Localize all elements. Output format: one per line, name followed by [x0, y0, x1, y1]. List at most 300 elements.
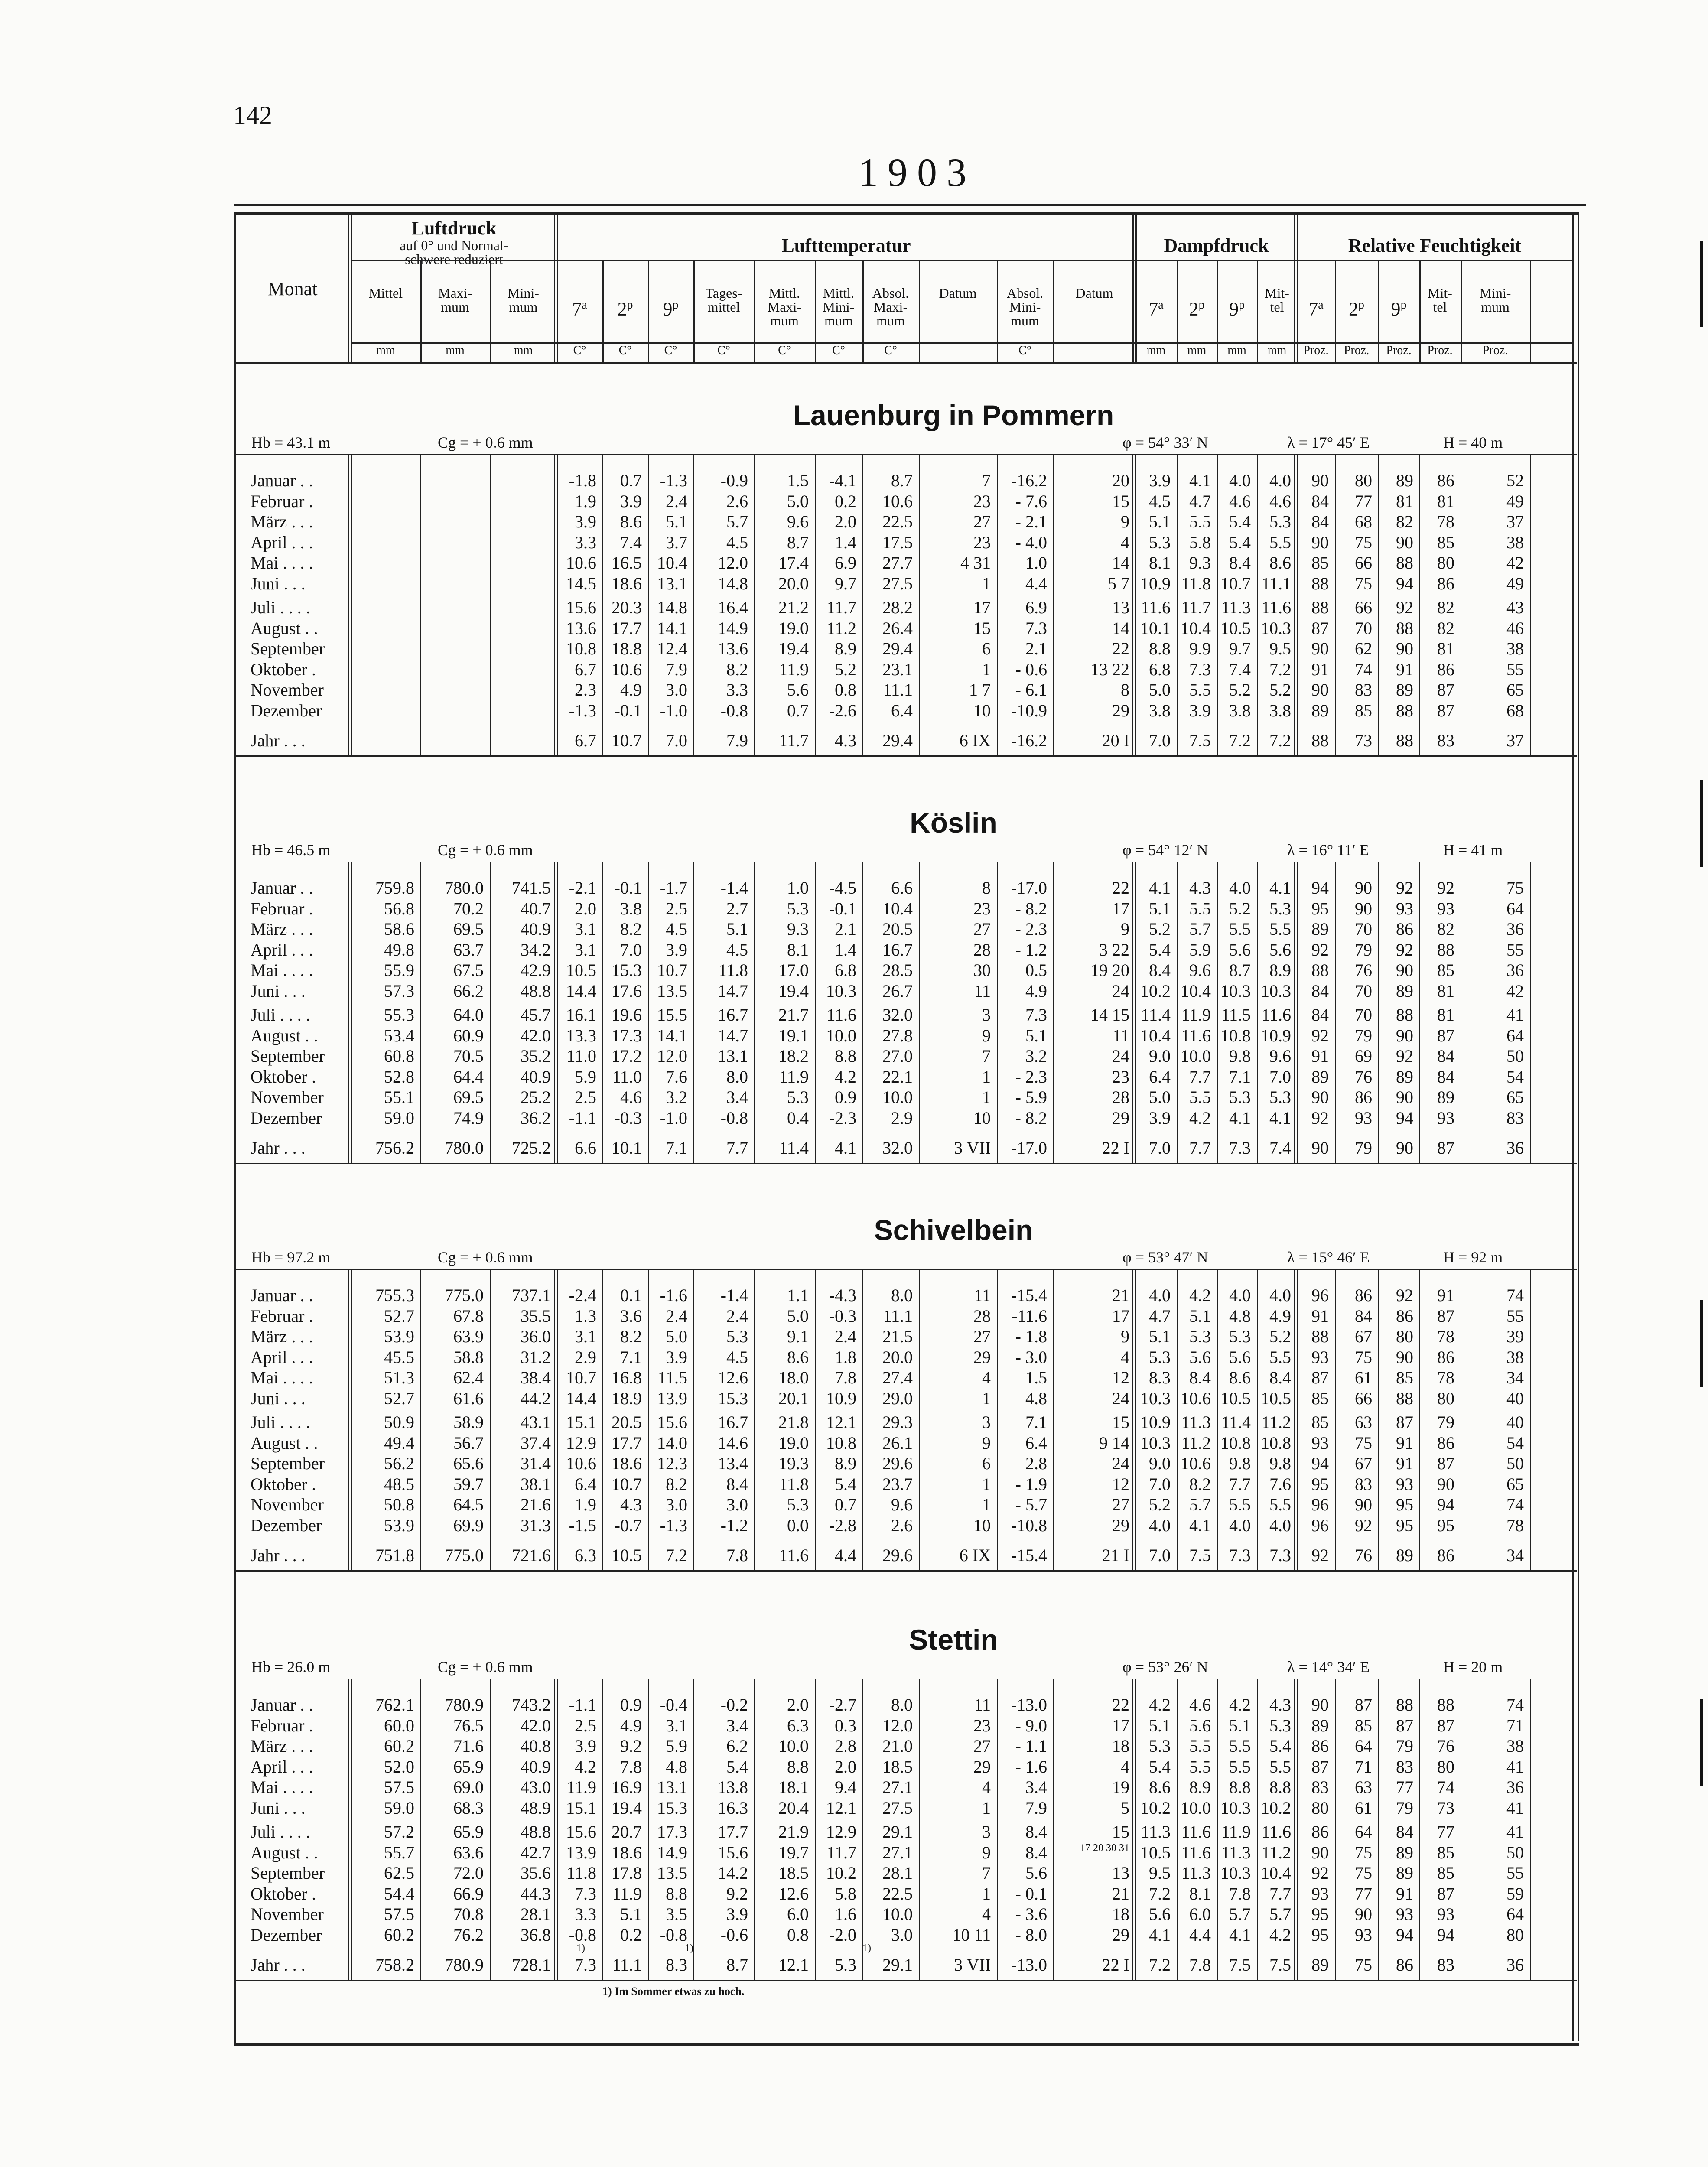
- table-cell: 73: [1355, 731, 1372, 750]
- table-cell: 94: [1437, 1495, 1454, 1514]
- table-cell: 13: [1112, 1863, 1129, 1883]
- table-cell: -0.7: [614, 1515, 642, 1535]
- table-cell: 18.8: [612, 639, 642, 658]
- table-cell: 53.9: [384, 1327, 414, 1346]
- table-cell: 16.3: [718, 1798, 748, 1818]
- body-column-rule: [815, 862, 816, 1163]
- table-cell: 5.3: [726, 1327, 748, 1346]
- table-cell: 2.5: [666, 898, 687, 918]
- table-cell: 3.8: [1149, 700, 1171, 720]
- table-cell: 88: [1396, 731, 1413, 750]
- table-cell: 2.5: [575, 1087, 596, 1107]
- body-column-rule: [1135, 1679, 1136, 1980]
- body-column-rule: [1053, 454, 1054, 755]
- body-column-rule: [1335, 1269, 1336, 1570]
- table-cell: -13.0: [1011, 1955, 1047, 1975]
- table-cell: 70.5: [453, 1046, 484, 1066]
- table-cell: 4.2: [1189, 1108, 1211, 1128]
- table-cell: - 1.8: [1015, 1327, 1047, 1346]
- header-column-rule: [420, 260, 422, 362]
- table-cell: 94: [1311, 878, 1329, 898]
- margin-mark: [1700, 241, 1703, 327]
- table-cell: 5.5: [1269, 1757, 1291, 1777]
- table-cell: 76: [1355, 960, 1372, 980]
- table-cell: 86: [1437, 1347, 1454, 1367]
- table-cell: 7.1: [1025, 1412, 1047, 1432]
- table-cell: 10.4: [657, 553, 687, 573]
- table-cell: 5.1: [1149, 1327, 1171, 1346]
- table-cell: 81: [1437, 639, 1454, 658]
- table-cell: 4.3: [1269, 1695, 1291, 1715]
- table-cell: -1.0: [660, 700, 687, 720]
- table-cell: 0.8: [787, 1925, 809, 1945]
- table-cell: 6.4: [1025, 1433, 1047, 1453]
- table-cell: 5.1: [1149, 512, 1171, 531]
- table-cell: 5.1: [1189, 1306, 1211, 1326]
- table-cell: 7: [982, 1046, 991, 1066]
- table-cell: 10.4: [1181, 618, 1211, 638]
- table-cell: 15.5: [657, 1005, 687, 1025]
- table-cell: -0.1: [614, 878, 642, 898]
- row-label: Dezember: [251, 1108, 322, 1128]
- table-cell: 8: [982, 878, 991, 898]
- column-unit: Proz.: [1386, 344, 1412, 357]
- table-cell: -16.2: [1011, 471, 1047, 490]
- table-cell: 13.5: [657, 981, 687, 1001]
- table-cell: 10.8: [1220, 1025, 1251, 1045]
- table-cell: 66: [1355, 553, 1372, 573]
- table-cell: 79: [1355, 1138, 1372, 1158]
- table-cell: 8.2: [1189, 1474, 1211, 1494]
- column-header: Mittl. Maxi- mum: [767, 285, 802, 329]
- table-cell: 4: [1121, 532, 1129, 552]
- margin-mark: [1700, 780, 1703, 867]
- table-cell: 29.1: [882, 1822, 913, 1842]
- table-cell: 13: [1112, 598, 1129, 617]
- table-cell: 15.3: [657, 1798, 687, 1818]
- table-cell: 5.3: [1149, 1736, 1171, 1756]
- table-cell: 28: [1112, 1087, 1129, 1107]
- table-cell: 85: [1311, 1388, 1329, 1408]
- table-cell: 18.2: [778, 1046, 809, 1066]
- table-cell: -11.6: [1012, 1306, 1047, 1326]
- table-cell: 2.0: [787, 1695, 809, 1715]
- table-cell: 27.1: [882, 1777, 913, 1797]
- table-cell: 75: [1355, 1863, 1372, 1883]
- table-cell: 67: [1355, 1327, 1372, 1346]
- table-cell: 2.0: [835, 1757, 856, 1777]
- table-cell: 24: [1112, 981, 1129, 1001]
- table-cell: 38: [1506, 639, 1524, 658]
- table-cell: 64: [1506, 1025, 1524, 1045]
- column-header: 2$^p$: [617, 298, 633, 320]
- table-cell: 23: [973, 1715, 991, 1735]
- table-cell: 11.8: [718, 960, 748, 980]
- table-cell: 4.1: [1269, 878, 1291, 898]
- table-cell: 12.3: [657, 1454, 687, 1473]
- table-cell: 16.7: [718, 1005, 748, 1025]
- table-cell: 10.3: [1140, 1433, 1171, 1453]
- table-cell: 78: [1437, 1327, 1454, 1346]
- table-cell: 4.2: [1229, 1695, 1251, 1715]
- table-cell: -16.2: [1011, 731, 1047, 750]
- table-cell: -2.1: [569, 878, 596, 898]
- table-cell: 18.0: [778, 1368, 809, 1387]
- table-cell: 10.4: [1181, 981, 1211, 1001]
- table-cell: 5.9: [666, 1736, 687, 1756]
- table-cell: 1: [982, 573, 991, 593]
- table-cell: 22: [1112, 878, 1129, 898]
- column-header: Absol. Mini- mum: [1006, 285, 1044, 329]
- table-cell: 83: [1437, 731, 1454, 750]
- table-cell: 93: [1396, 1904, 1413, 1924]
- table-cell: 8.0: [726, 1067, 748, 1087]
- table-cell: 11: [974, 1285, 991, 1305]
- table-cell: 89: [1396, 680, 1413, 700]
- table-cell: 5.2: [1269, 680, 1291, 700]
- table-cell: 87: [1437, 1025, 1454, 1045]
- table-cell: 1: [982, 659, 991, 679]
- header-luftdruck-sub: auf 0° und Normal-: [400, 238, 508, 253]
- row-label: Juli . . . .: [251, 1005, 310, 1025]
- table-cell: 17.6: [612, 981, 642, 1001]
- table-cell: 0.9: [835, 1087, 856, 1107]
- table-cell: 3.9: [666, 940, 687, 960]
- table-cell: 64: [1506, 1904, 1524, 1924]
- table-cell: 13.4: [718, 1454, 748, 1473]
- table-cell: 775.0: [445, 1285, 484, 1305]
- body-column-rule: [1530, 1679, 1531, 1980]
- table-cell: 36: [1506, 1138, 1524, 1158]
- header-column-rule: [351, 215, 352, 362]
- table-cell: 0.4: [787, 1108, 809, 1128]
- table-cell: 84: [1437, 1067, 1454, 1087]
- table-cell: - 3.6: [1015, 1904, 1047, 1924]
- table-cell: 5.3: [1229, 1087, 1251, 1107]
- table-cell: 40: [1506, 1388, 1524, 1408]
- table-cell: 31.4: [521, 1454, 551, 1473]
- table-cell: 66.9: [453, 1884, 484, 1903]
- column-header: Mini- mum: [508, 285, 539, 315]
- table-cell: 87: [1437, 1884, 1454, 1903]
- table-cell: 92: [1311, 1863, 1329, 1883]
- table-cell: 5.3: [787, 1087, 809, 1107]
- table-cell: 2.0: [835, 512, 856, 531]
- table-cell: 11.5: [1221, 1005, 1251, 1025]
- table-cell: 52: [1506, 471, 1524, 490]
- table-cell: 5.6: [1229, 940, 1251, 960]
- table-cell: - 5.9: [1015, 1087, 1047, 1107]
- table-cell: -2.7: [829, 1695, 856, 1715]
- table-cell: 29: [973, 1757, 991, 1777]
- station-title: Lauenburg in Pommern: [793, 399, 1114, 431]
- table-cell: 9: [982, 1025, 991, 1045]
- table-cell: 11.6: [779, 1546, 809, 1565]
- table-cell: -0.1: [614, 700, 642, 720]
- table-cell: 18.1: [778, 1777, 809, 1797]
- table-cell: 29.6: [882, 1546, 913, 1565]
- table-cell: 5.5: [1189, 1736, 1211, 1756]
- table-cell: 7.8: [1229, 1884, 1251, 1903]
- table-cell: 91: [1311, 659, 1329, 679]
- body-column-rule: [997, 454, 998, 755]
- table-cell: 4.6: [1189, 1695, 1211, 1715]
- table-cell: 6: [982, 1454, 991, 1473]
- table-cell: 94: [1396, 573, 1413, 593]
- station-lambda: λ = 17° 45′ E: [1287, 434, 1370, 451]
- body-column-rule: [648, 862, 649, 1163]
- table-cell: 5.5: [1269, 919, 1291, 939]
- table-cell: 51.3: [384, 1368, 414, 1387]
- header-column-rule: [754, 260, 755, 362]
- table-cell: 12.1: [826, 1798, 856, 1818]
- table-cell: 95: [1396, 1515, 1413, 1535]
- table-cell: 87: [1311, 618, 1329, 638]
- table-cell: 11.5: [657, 1368, 687, 1387]
- table-cell: 4.5: [1149, 491, 1171, 511]
- table-cell: 87: [1311, 1368, 1329, 1387]
- table-cell: 5.4: [1149, 940, 1171, 960]
- table-cell: 15.3: [612, 960, 642, 980]
- table-cell: 8.6: [1229, 1368, 1251, 1387]
- table-cell: 11.0: [566, 1046, 596, 1066]
- table-cell: 11.3: [1141, 1822, 1171, 1842]
- table-cell: 21 I: [1102, 1546, 1129, 1565]
- table-cell: 89: [1311, 700, 1329, 720]
- table-cell: 36.8: [521, 1925, 551, 1945]
- body-column-rule: [693, 862, 694, 1163]
- table-cell: 82: [1396, 512, 1413, 531]
- header-column-rule: [997, 260, 998, 362]
- body-group-rule: [1132, 862, 1133, 1163]
- body-column-rule: [1053, 862, 1054, 1163]
- table-cell: 4.6: [1269, 491, 1291, 511]
- table-cell: 29: [1112, 1515, 1129, 1535]
- body-group-rule: [1132, 454, 1133, 755]
- table-cell: 89: [1396, 981, 1413, 1001]
- table-cell: 38.4: [521, 1368, 551, 1387]
- table-cell: 4.2: [1189, 1285, 1211, 1305]
- table-cell: -15.4: [1011, 1285, 1047, 1305]
- table-cell: 53.4: [384, 1025, 414, 1045]
- table-cell: 79: [1355, 940, 1372, 960]
- body-column-rule: [557, 1679, 558, 1980]
- table-cell: 20.5: [612, 1412, 642, 1432]
- table-cell: 5.5: [1189, 898, 1211, 918]
- table-cell: 5.3: [1189, 1327, 1211, 1346]
- table-cell: 755.3: [375, 1285, 414, 1305]
- table-cell: 4.5: [666, 919, 687, 939]
- table-cell: 9: [1121, 512, 1129, 531]
- table-cell: 86: [1437, 659, 1454, 679]
- table-cell: 22.1: [882, 1067, 913, 1087]
- table-cell: 32.0: [882, 1138, 913, 1158]
- header-dampfdruck: Dampfdruck: [1164, 235, 1269, 256]
- station-title: Schivelbein: [874, 1214, 1033, 1246]
- table-cell: 20.0: [882, 1347, 913, 1367]
- table-cell: 8.0: [891, 1285, 913, 1305]
- table-cell: 79: [1355, 1025, 1372, 1045]
- table-cell: 15.6: [566, 598, 596, 617]
- table-cell: 12.1: [778, 1955, 809, 1975]
- table-cell: 93: [1311, 1884, 1329, 1903]
- table-cell: 24: [1112, 1046, 1129, 1066]
- body-column-rule: [1419, 862, 1420, 1163]
- table-cell: 76: [1437, 1736, 1454, 1756]
- table-cell: 80: [1396, 1327, 1413, 1346]
- table-cell: 67: [1355, 1454, 1372, 1473]
- table-cell: 10.5: [566, 960, 596, 980]
- table-cell: 14.0: [657, 1433, 687, 1453]
- table-cell: 6.4: [1149, 1067, 1171, 1087]
- table-cell: 29.3: [882, 1412, 913, 1432]
- table-cell: -2.8: [829, 1515, 856, 1535]
- row-label: April . . .: [251, 1757, 313, 1777]
- header-column-rule: [919, 260, 920, 362]
- table-cell: 21.5: [882, 1327, 913, 1346]
- row-label: Juni . . .: [251, 573, 306, 593]
- body-column-rule: [420, 1269, 421, 1570]
- table-cell: 68: [1355, 512, 1372, 531]
- table-cell: 80: [1506, 1925, 1524, 1945]
- table-cell: 7.4: [1229, 659, 1251, 679]
- table-cell: 35.6: [521, 1863, 551, 1883]
- table-cell: 5.6: [787, 680, 809, 700]
- station-hb: Hb = 97.2 m: [251, 1249, 331, 1266]
- table-cell: 94: [1396, 1925, 1413, 1945]
- table-cell: 49.8: [384, 940, 414, 960]
- table-cell: 90: [1355, 1904, 1372, 1924]
- table-cell: 9.7: [1229, 639, 1251, 658]
- table-cell: 88: [1396, 1695, 1413, 1715]
- table-cell: 90: [1396, 1025, 1413, 1045]
- table-cell: 7.9: [726, 731, 748, 750]
- table-cell: 74: [1506, 1285, 1524, 1305]
- table-cell: 8.4: [1025, 1822, 1047, 1842]
- table-cell: 20.1: [778, 1388, 809, 1408]
- column-header: 7$^a$: [1308, 298, 1324, 320]
- table-cell: 83: [1311, 1777, 1329, 1797]
- table-cell: 95: [1311, 1474, 1329, 1494]
- table-cell: 74: [1506, 1695, 1524, 1715]
- table-cell: 4.7: [1149, 1306, 1171, 1326]
- header-column-rule: [1177, 260, 1178, 362]
- table-cell: 38: [1506, 1347, 1524, 1367]
- table-cell: 19.6: [612, 1005, 642, 1025]
- table-cell: 50: [1506, 1046, 1524, 1066]
- column-unit: C°: [573, 344, 586, 357]
- table-cell: 5: [1121, 1798, 1129, 1818]
- body-column-rule: [919, 454, 920, 755]
- table-cell: 3: [982, 1412, 991, 1432]
- table-cell: 7.0: [666, 731, 687, 750]
- table-cell: 92: [1396, 1285, 1413, 1305]
- table-cell: 62.4: [453, 1368, 484, 1387]
- table-cell: 96: [1311, 1495, 1329, 1514]
- body-group-rule: [554, 1269, 555, 1570]
- body-column-rule: [1053, 1269, 1054, 1570]
- table-cell: -0.6: [720, 1925, 748, 1945]
- table-cell: 87: [1437, 680, 1454, 700]
- table-cell: 7.3: [1229, 1546, 1251, 1565]
- station-phi: φ = 53° 47′ N: [1122, 1249, 1208, 1266]
- body-column-rule: [602, 1269, 603, 1570]
- table-cell: 90: [1396, 532, 1413, 552]
- table-cell: 65: [1506, 1474, 1524, 1494]
- body-column-rule: [1297, 862, 1298, 1163]
- table-cell: 7.7: [726, 1138, 748, 1158]
- table-cell: 13.5: [657, 1863, 687, 1883]
- row-label: Oktober .: [251, 1474, 316, 1494]
- header-feuchtigkeit: Relative Feuchtigkeit: [1348, 235, 1522, 256]
- table-cell: 8.8: [1229, 1777, 1251, 1797]
- row-label: Mai . . . .: [251, 1777, 313, 1797]
- table-cell: 2.9: [891, 1108, 913, 1128]
- table-cell: 1: [982, 1798, 991, 1818]
- table-cell: 775.0: [445, 1546, 484, 1565]
- table-cell: 50.9: [384, 1412, 414, 1432]
- table-cell: 90: [1396, 1347, 1413, 1367]
- table-cell: 9.7: [835, 573, 856, 593]
- table-cell: 2.9: [575, 1347, 596, 1367]
- table-cell: 32.0: [882, 1005, 913, 1025]
- header-group-rule: [554, 215, 555, 362]
- table-cell: 64.5: [453, 1495, 484, 1514]
- column-header: Mittl. Mini- mum: [823, 285, 855, 329]
- table-cell: 6.7: [575, 659, 596, 679]
- table-cell: -4.1: [829, 471, 856, 490]
- body-group-rule: [348, 1269, 349, 1570]
- table-cell: 14: [1112, 553, 1129, 573]
- table-cell: 14.9: [657, 1842, 687, 1862]
- table-cell: 83: [1437, 1955, 1454, 1975]
- table-cell: 27.5: [882, 573, 913, 593]
- row-label: März . . .: [251, 919, 313, 939]
- table-cell: 18.9: [612, 1388, 642, 1408]
- table-cell: 75: [1355, 573, 1372, 593]
- table-cell: 10.7: [1220, 573, 1251, 593]
- table-cell: 80: [1437, 1388, 1454, 1408]
- table-cell: 10.6: [1181, 1454, 1211, 1473]
- table-cell: 8: [1121, 680, 1129, 700]
- table-cell: 5.1: [666, 512, 687, 531]
- table-cell: 10.7: [566, 1368, 596, 1387]
- table-cell: 10.6: [1181, 1388, 1211, 1408]
- table-cell: -15.4: [1011, 1546, 1047, 1565]
- table-cell: 9 14: [1099, 1433, 1129, 1453]
- table-cell: 92: [1437, 878, 1454, 898]
- table-cell: 14.4: [566, 1388, 596, 1408]
- table-cell: 5 7: [1108, 573, 1129, 593]
- section-bottom-rule: [234, 1163, 1577, 1164]
- table-cell: 91: [1396, 1454, 1413, 1473]
- table-cell: 10.2: [1140, 1798, 1171, 1818]
- table-cell: 2.4: [666, 1306, 687, 1326]
- table-cell: 90: [1311, 532, 1329, 552]
- table-cell: 4: [982, 1777, 991, 1797]
- table-cell: 55: [1506, 940, 1524, 960]
- table-cell: 35.5: [521, 1306, 551, 1326]
- table-cell: 5.2: [1269, 1327, 1291, 1346]
- table-cell: 6.3: [575, 1546, 596, 1565]
- table-cell: 52.0: [384, 1757, 414, 1777]
- table-cell: 15.6: [718, 1842, 748, 1862]
- table-cell: 59.7: [453, 1474, 484, 1494]
- table-cell: 91: [1396, 1433, 1413, 1453]
- table-cell: 11.0: [612, 1067, 642, 1087]
- column-header: Mit- tel: [1265, 285, 1289, 315]
- table-cell: 11.7: [779, 731, 809, 750]
